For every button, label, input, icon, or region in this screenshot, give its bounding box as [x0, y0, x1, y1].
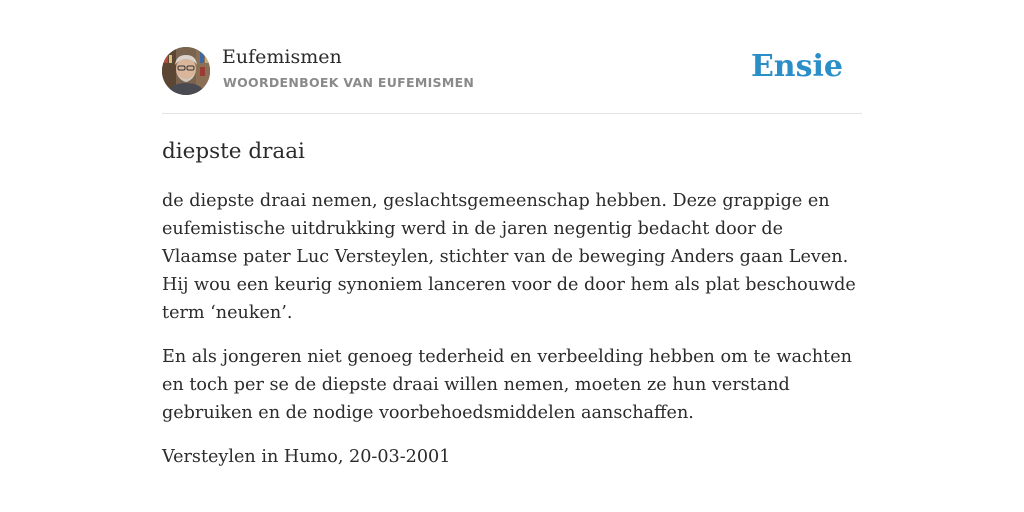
example-paragraph: En als jongeren niet genoeg tederheid en verbeelding hebben om te wachten en toch per se de diepste draai willen nemen, moeten ze hun verstand gebruiken en de nodige voorbehoedsmiddelen aanschaffen.: [162, 347, 852, 423]
entry-definition: [162, 187, 862, 471]
source-header: [162, 44, 862, 114]
source-subtitle: WOORDENBOEK VAN EUFEMISMEN: [223, 75, 475, 90]
entry-card: [162, 44, 862, 487]
author-avatar[interactable]: [162, 47, 210, 95]
entry-term: diepste draai: [162, 139, 305, 164]
definition-paragraph: de diepste draai nemen, geslachtsgemeenschap hebben. Deze grappige en eufemistische uitdrukking werd in de jaren negentig bedacht door de Vlaamse pater Luc Versteylen, stichter van de beweging Anders gaan Leven. Hij wou een keurig synoniem lanceren voor de door hem als plat beschouwde term ‘neuken’.: [162, 191, 856, 323]
source-title[interactable]: Eufemismen: [222, 46, 342, 68]
avatar-portrait-icon: [162, 47, 210, 95]
ensie-logo[interactable]: Ensie: [750, 49, 843, 84]
citation: Versteylen in Humo, 20-03-2001: [162, 447, 451, 467]
